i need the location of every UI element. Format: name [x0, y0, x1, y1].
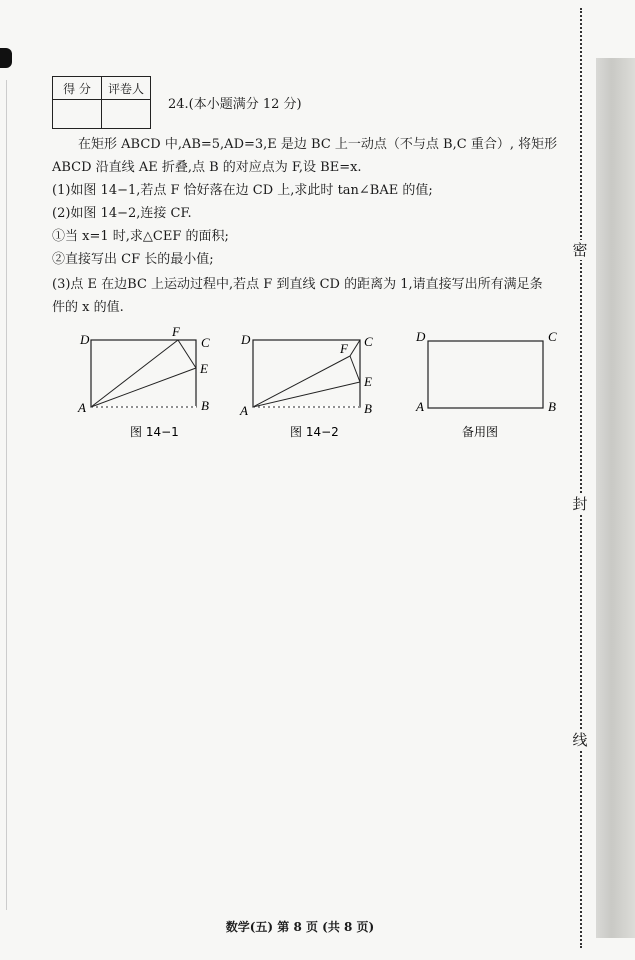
fig3-rect — [428, 341, 543, 408]
score-label: 得 分 — [53, 77, 102, 100]
fig2-label-b: B — [364, 401, 372, 416]
fig1-label-e: E — [200, 361, 208, 376]
intro-line-2: ABCD 沿直线 AE 折叠,点 B 的对应点为 F,设 BE=x. — [52, 160, 362, 175]
fig1-label-c: C — [201, 335, 210, 350]
part-2a: ①当 x=1 时,求△CEF 的面积; — [52, 229, 229, 244]
fig2-ae — [253, 382, 360, 407]
fig2-label-a: A — [240, 403, 248, 418]
fig3-label-b: B — [548, 399, 556, 414]
fig3-caption: 备用图 — [462, 425, 499, 439]
fig2-af — [253, 356, 350, 407]
seal-char-feng: 封 — [570, 494, 590, 514]
part-2b: ②直接写出 CF 长的最小值; — [52, 252, 214, 267]
fig2-label-e: E — [364, 374, 372, 389]
seal-char-mi: 密 — [570, 240, 590, 260]
fig2-label-d: D — [241, 332, 251, 347]
fig2-fc — [350, 340, 360, 356]
fig1-label-a: A — [78, 400, 86, 415]
part-3-line-1: (3)点 E 在边BC 上运动过程中,若点 F 到直线 CD 的距离为 1,请直接写出所有满足条 — [52, 277, 543, 292]
question-title: 24.(本小题满分 12 分) — [168, 97, 302, 112]
fig1-af — [91, 340, 178, 407]
fig2-fe — [350, 356, 360, 382]
fig1-ae — [91, 368, 196, 407]
fig3-label-c: C — [548, 329, 557, 344]
fig1-fe — [178, 340, 196, 368]
part-2: (2)如图 14−2,连接 CF. — [52, 206, 192, 221]
fig2-label-c: C — [364, 334, 373, 349]
figures-svg — [0, 0, 635, 460]
fig1-label-d: D — [80, 332, 90, 347]
fig3-label-a: A — [416, 399, 424, 414]
figure-spare — [415, 329, 557, 439]
seal-char-xian: 线 — [570, 730, 590, 750]
fig2-caption: 图 14−2 — [290, 425, 339, 439]
grader-label: 评卷人 — [102, 77, 151, 100]
figure-14-2 — [239, 332, 373, 439]
part-3-line-2: 件的 x 的值. — [52, 300, 124, 315]
part-1: (1)如图 14−1,若点 F 恰好落在边 CD 上,求此时 tan∠BAE 的值; — [52, 183, 433, 198]
fig3-label-d: D — [416, 329, 426, 344]
fig2-label-f: F — [340, 341, 348, 356]
fig1-caption: 图 14−1 — [130, 425, 179, 439]
page-footer: 数学(五) 第 8 页 (共 8 页) — [225, 920, 375, 934]
figure-14-1 — [77, 324, 210, 439]
fig1-label-f: F — [172, 324, 180, 339]
fig1-label-b: B — [201, 398, 209, 413]
intro-line-1: 在矩形 ABCD 中,AB=5,AD=3,E 是边 BC 上一动点（不与点 B,C 重合）, 将矩形 — [78, 137, 558, 152]
